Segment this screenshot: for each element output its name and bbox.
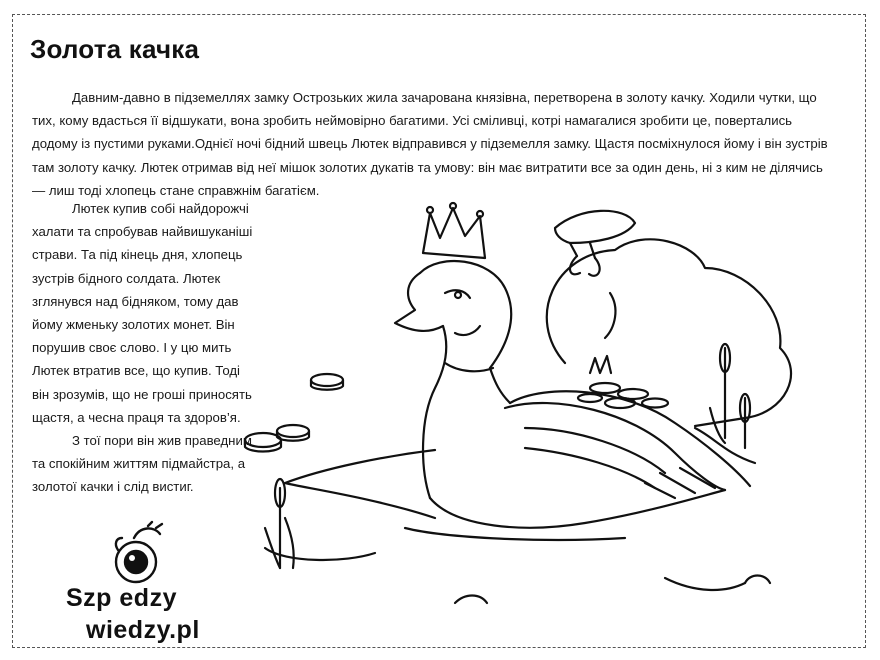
water-ripple	[665, 578, 745, 590]
duck-head	[420, 261, 511, 368]
coin	[578, 394, 602, 402]
golden-duck-illustration	[225, 198, 825, 628]
intro-paragraph: Давним-давно в підземеллях замку Острозьких жила зачарована князівна, перетворена в золоту качку. Ходили чутки, що тих, кому вдасться її відшукати, вона зробить неймовірно багатими. Усі сміливці, котрі намагалися зробити це, повертались додому із пустими руками.Однієї ночі бідний швець Лютек відправився у підземелля замку. Щастя посміхнулося йому і він зустрів там золоту качку. Лютек отримав від неї мішок золотих дукатів та умову: він має витратити все за один день, ні з ким не ділячись — лиш тоді хлопець стане справжнім багатієм.	[32, 90, 828, 198]
eye-mascot-icon	[104, 520, 168, 590]
crown	[423, 208, 485, 258]
duck-neck	[423, 326, 446, 498]
duck-body	[430, 490, 725, 528]
coin	[605, 398, 635, 408]
water-ripple	[265, 548, 375, 560]
water-ripple	[405, 528, 625, 540]
coin	[311, 374, 343, 386]
coin	[277, 425, 309, 437]
story-paragraph-3: З тої пори він жив праведним та спокійним життям підмайстра, а золотої качки і слід вистиг.	[32, 433, 252, 495]
page-title: Золота качка	[30, 34, 200, 64]
story-paragraph-2: Лютек купив собі найдорожчі халати та спробував найвишуканіші страви. Та під кінець дня, хлопець зустрів бідного солдата. Лютек зглянувся над бідняком, тому дав йому жменьку золотих монет. Він порушив своє слово. І у цю мить Лютек втратив все, що купив. Тоді він зрозумів, що не гроші приносять щастя, а чесна праця та здоров’я.	[32, 201, 253, 425]
water-ripple	[455, 596, 487, 604]
coin	[590, 383, 620, 393]
szpiedzy-logo[interactable]	[66, 520, 216, 650]
coin	[245, 433, 281, 447]
bush-outline	[547, 239, 791, 426]
logo-wordmark-line2: wiedzy.pl	[86, 616, 200, 644]
coin-sack	[555, 211, 635, 243]
hill-outline	[285, 450, 435, 518]
logo-wordmark-line1: Szp edzy	[66, 584, 177, 612]
